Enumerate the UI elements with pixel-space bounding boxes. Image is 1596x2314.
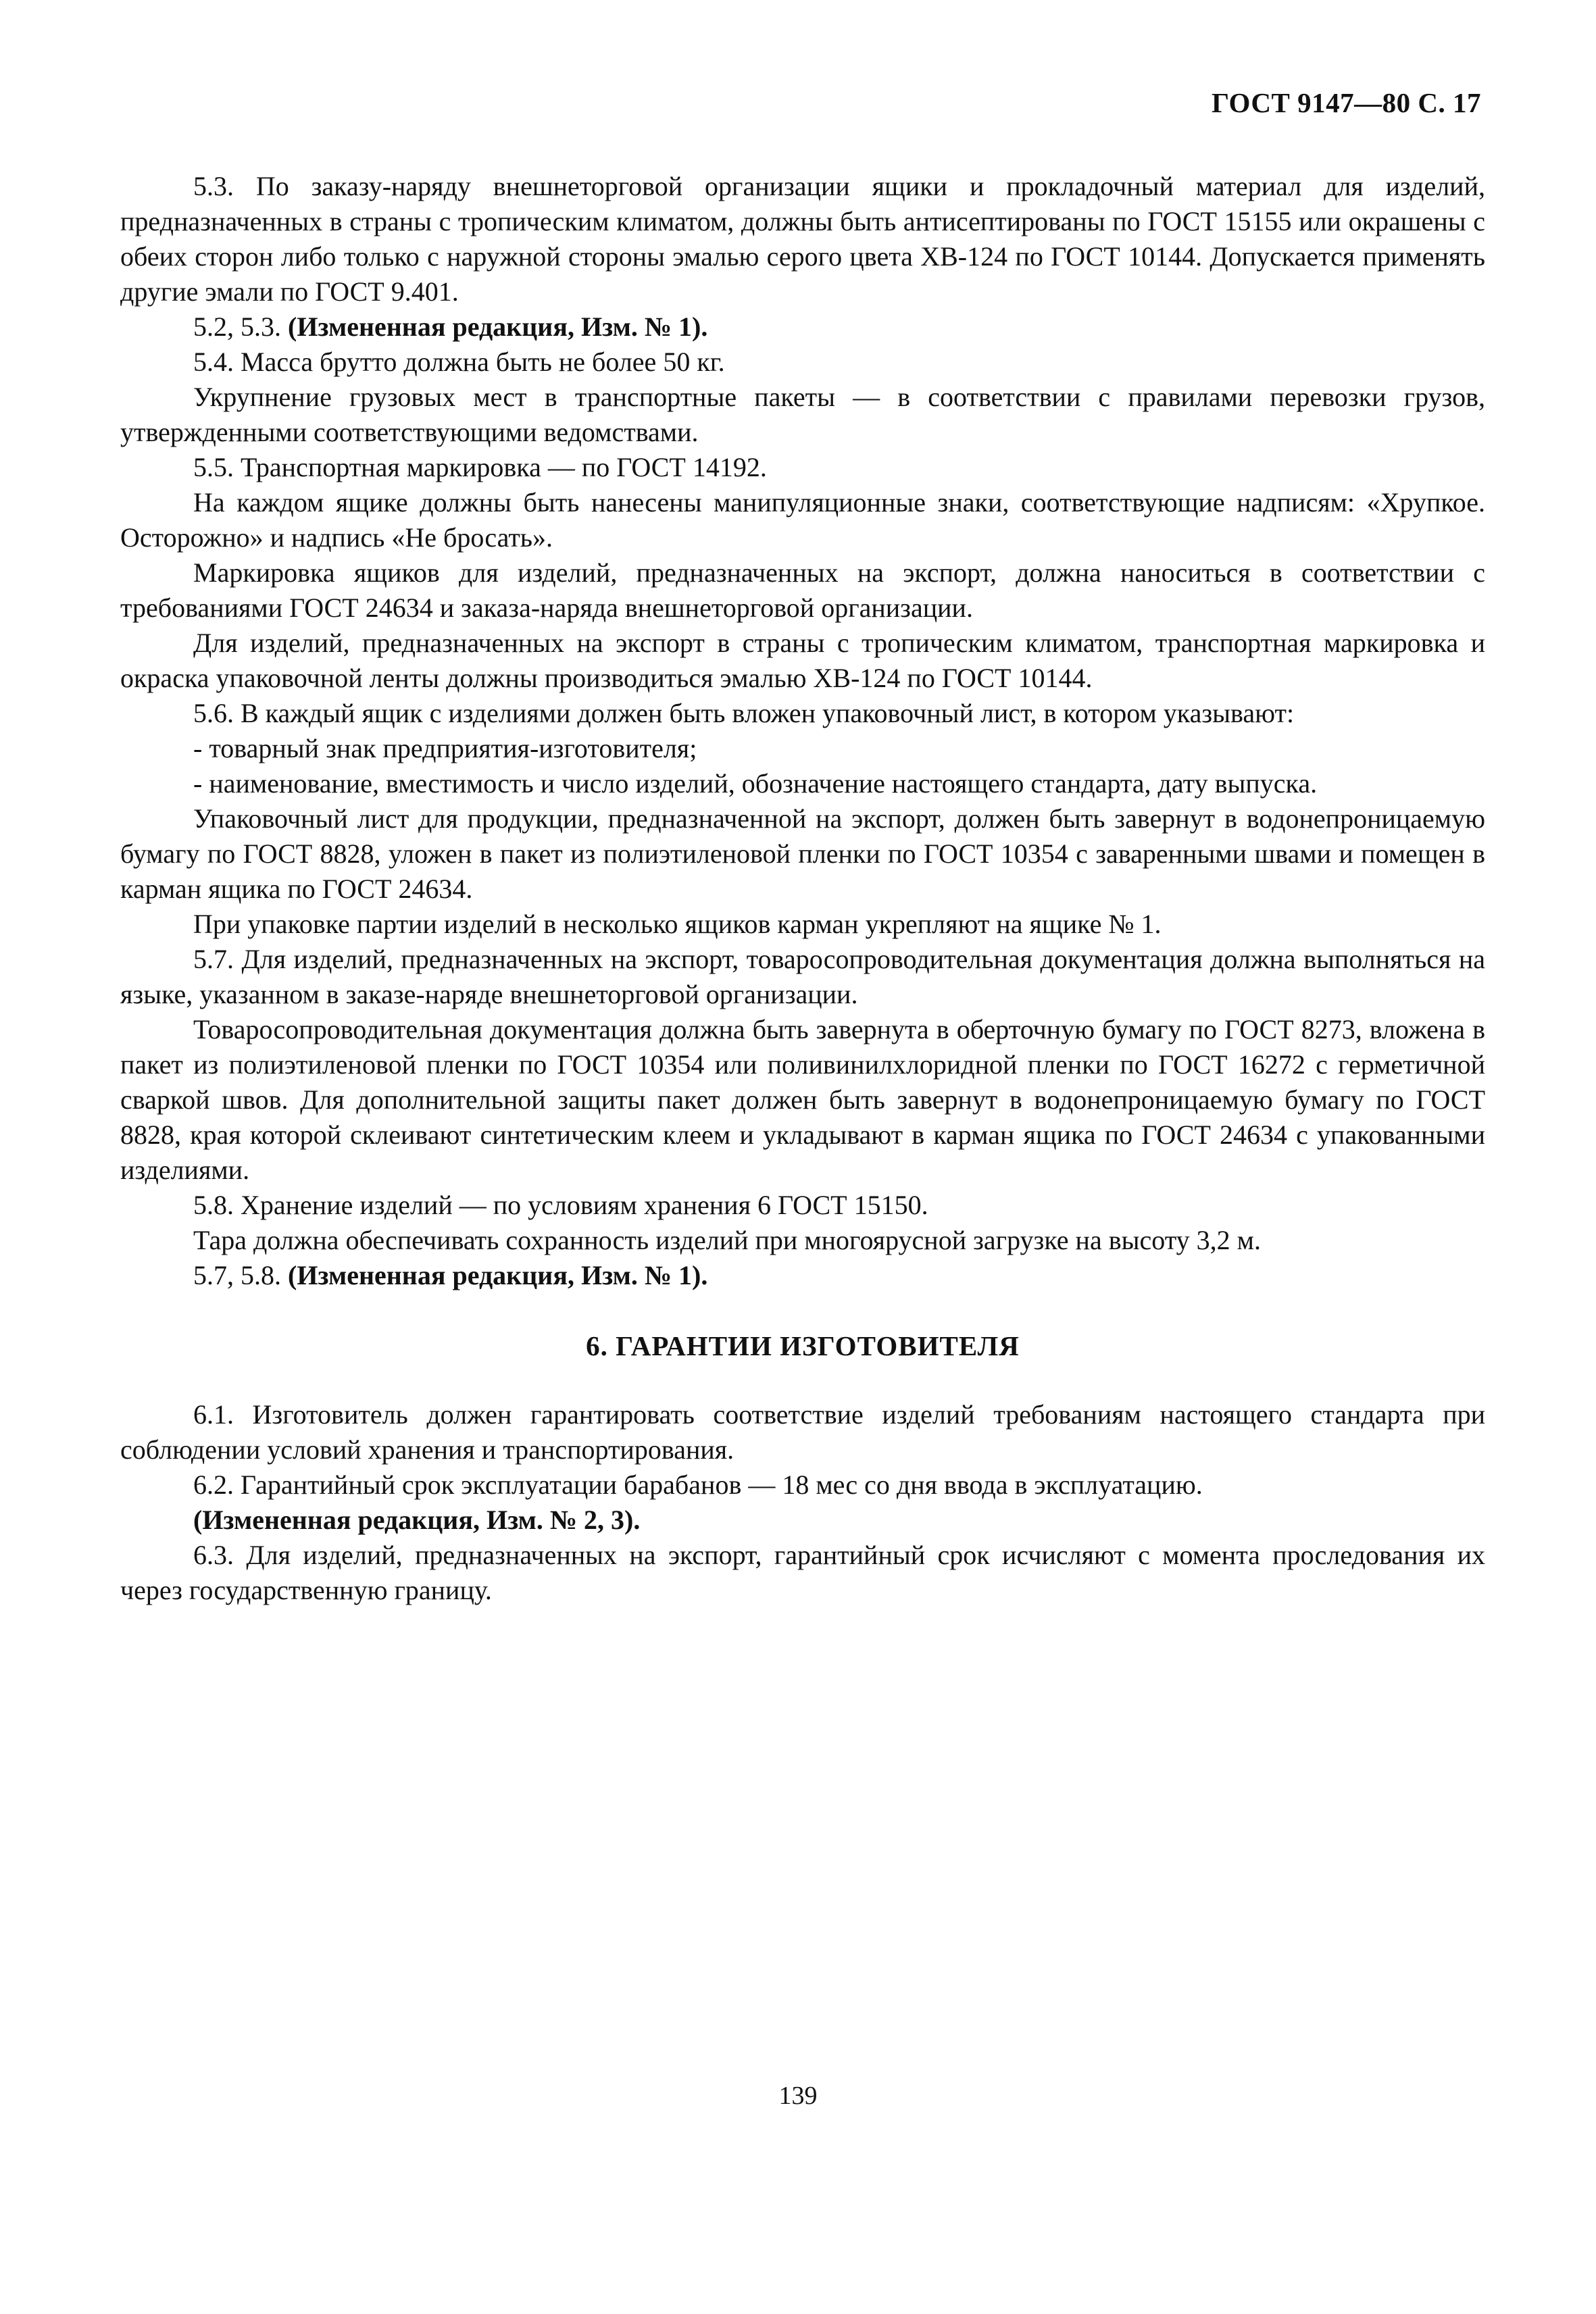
paragraph-container-stacking: Тара должна обеспечивать сохранность изделий при многоярусной загрузке на высоту 3,2 м. [193, 1225, 1261, 1255]
paragraph-export-marking: Маркировка ящиков для изделий, предназначенных на экспорт, должна наноситься в соответствии с требованиями ГОСТ 24634 и заказа-наряда внешнеторговой организации. [120, 557, 1485, 623]
document-body [120, 169, 1485, 1608]
paragraph-6-3: 6.3. Для изделий, предназначенных на экспорт, гарантийный срок исчисляют с момента проследования их через государственную границу. [120, 1540, 1485, 1605]
amendment-label: (Измененная редакция, Изм. № 1). [288, 311, 708, 342]
paragraph-5-4: 5.4. Масса брутто должна быть не более 50 кг. [193, 347, 725, 377]
paragraph-5-3: 5.3. По заказу-наряду внешнеторговой организации ящики и прокладочный материал для изделий, предназначенных в страны с тропическим климатом, должны быть антисептированы по ГОСТ 15155 или окрашены с обеих сторон либо только с наружной стороны эмалью серого цвета ХВ-124 по ГОСТ 10144. Допускается применять другие эмали по ГОСТ 9.401. [120, 171, 1485, 307]
paragraph-handling-marks: На каждом ящике должны быть нанесены манипуляционные знаки, соответствующие надписям: «Хрупкое. Осторожно» и надпись «Не бросать». [120, 487, 1485, 553]
paragraph-packing-list-export: Упаковочный лист для продукции, предназначенной на экспорт, должен быть завернут в водонепроницаемую бумагу по ГОСТ 8828, уложен в пакет из полиэтиленовой пленки по ГОСТ 10354 с заваренными швами и помещен в карман ящика по ГОСТ 24634. [120, 803, 1485, 904]
amendment-prefix: 5.7, 5.8. [193, 1260, 288, 1290]
paragraph-tropical-marking: Для изделий, предназначенных на экспорт в страны с тропическим климатом, транспортная маркировка и окраска упаковочной ленты должны производиться эмалью ХВ-124 по ГОСТ 10144. [120, 628, 1485, 693]
section-heading-6: 6. ГАРАНТИИ ИЗГОТОВИТЕЛЯ [586, 1330, 1020, 1361]
amendment-note-5-7-5-8 [120, 1258, 1485, 1293]
amendment-label: (Измененная редакция, Изм. № 1). [288, 1260, 708, 1290]
paragraph-5-7: 5.7. Для изделий, предназначенных на экспорт, товаросопроводительная документация должна выполняться на языке, указанном в заказе-наряде внешнеторговой организации. [120, 944, 1485, 1009]
paragraph-5-8: 5.8. Хранение изделий — по условиям хранения 6 ГОСТ 15150. [193, 1190, 928, 1220]
list-item-name-capacity: - наименование, вместимость и число изделий, обозначение настоящего стандарта, дату выпуска. [193, 768, 1318, 799]
paragraph-5-5: 5.5. Транспортная маркировка — по ГОСТ 14192. [193, 452, 767, 482]
paragraph-6-1: 6.1. Изготовитель должен гарантировать соответствие изделий требованиям настоящего стандарта при соблюдении условий хранения и транспортирования. [120, 1399, 1485, 1465]
running-header: ГОСТ 9147—80 С. 17 [1211, 87, 1481, 118]
amendment-prefix: 5.2, 5.3. [193, 311, 288, 342]
paragraph-documentation-wrapping: Товаросопроводительная документация должна быть завернута в оберточную бумагу по ГОСТ 8273, вложена в пакет из полиэтиленовой пленки по ГОСТ 10354 или поливинилхлоридной пленки по ГОСТ 16272 с герметичной сваркой швов. Для дополнительной защиты пакет должен быть завернут в водонепроницаемую бумагу по ГОСТ 8828, края которой склеивают синтетическим клеем и укладывают в карман ящика по ГОСТ 24634 с упакованными изделиями. [120, 1014, 1485, 1185]
paragraph-consolidation: Укрупнение грузовых мест в транспортные пакеты — в соответствии с правилами перевозки грузов, утвержденными соответствующими ведомствами. [120, 382, 1485, 447]
amendment-note-6-2: (Измененная редакция, Изм. № 2, 3). [193, 1505, 641, 1535]
list-item-trademark: - товарный знак предприятия-изготовителя; [193, 733, 697, 763]
amendment-note-5-2-5-3 [120, 309, 1485, 345]
paragraph-6-2: 6.2. Гарантийный срок эксплуатации барабанов — 18 мес со дня ввода в эксплуатацию. [193, 1469, 1203, 1500]
paragraph-multiple-boxes: При упаковке партии изделий в несколько ящиков карман укрепляют на ящике № 1. [193, 909, 1162, 939]
paragraph-5-6: 5.6. В каждый ящик с изделиями должен быть вложен упаковочный лист, в котором указывают: [193, 698, 1295, 728]
page-number: 139 [778, 2082, 818, 2110]
